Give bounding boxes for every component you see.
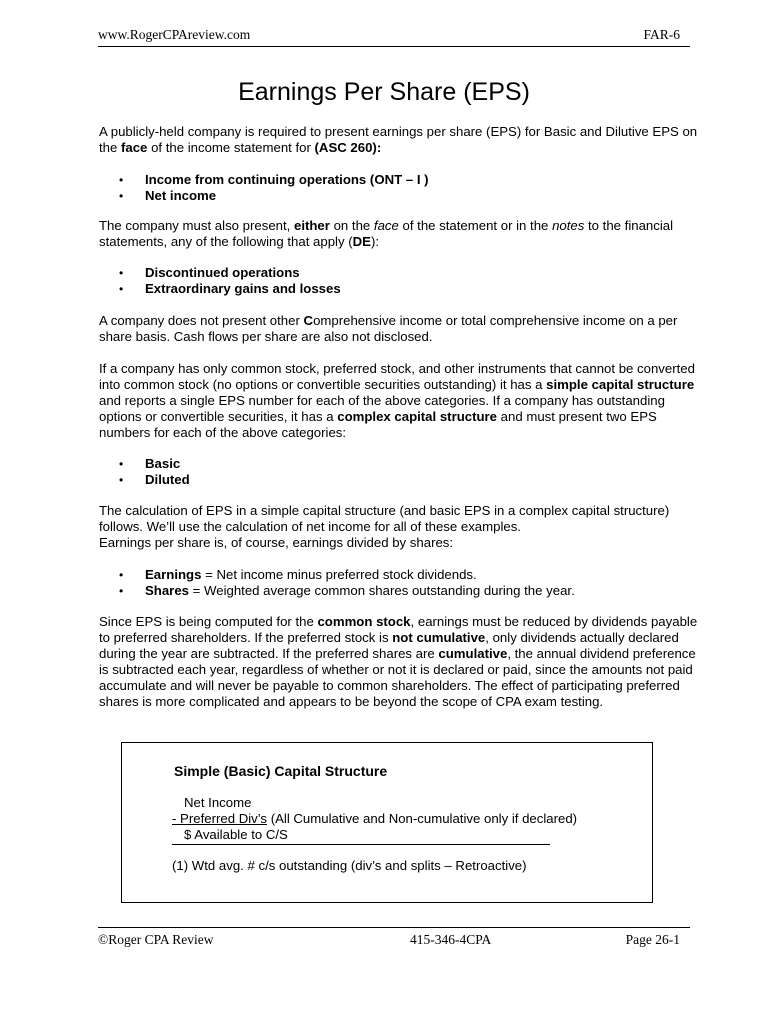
box-divider [172, 844, 550, 845]
box-available-cs: $ Available to C/S [184, 827, 288, 842]
list-item: • Shares = Weighted average common shares outstanding during the year. [99, 583, 575, 599]
box-title: Simple (Basic) Capital Structure [174, 763, 388, 779]
comprehensive-income-paragraph: A company does not present other Comprehensive income or total comprehensive income on a per share basis. Cash flows per share are also not disclosed. [99, 313, 678, 344]
list-item: • Income from continuing operations (ONT – I ) [99, 172, 429, 188]
list-item: • Earnings = Net income minus preferred stock dividends. [99, 567, 575, 583]
list-item: • Discontinued operations [99, 265, 341, 281]
box-preferred-dividends: - Preferred Div’s (All Cumulative and Non-cumulative only if declared) [172, 811, 578, 826]
header-rule [98, 46, 690, 47]
simple-capital-structure-box [121, 742, 653, 903]
list-item: • Extraordinary gains and losses [99, 281, 341, 297]
footer-phone: 415-346-4CPA [410, 932, 492, 947]
optional-items-list [99, 265, 341, 297]
page-header [98, 27, 680, 43]
list-item: • Net income [99, 188, 429, 204]
preferred-dividends-paragraph: Since EPS is being computed for the common stock, earnings must be reduced by dividends payable to preferred shareholders. If the preferred stock is not cumulative, only dividends actually declared during the year are subtracted. If the preferred shares are cumulative, the annual dividend preference is subtracted each year, regardless of whether or not it is declared or paid, since the amounts not paid accumulate and will never be payable to common shareholders. The effect of participating preferred shares is more complicated and appears to be beyond the scope of CPA exam testing. [99, 614, 698, 709]
page-title: Earnings Per Share (EPS) [238, 78, 530, 106]
footer-copyright: ©Roger CPA Review [98, 932, 214, 947]
required-items-list [99, 172, 429, 204]
footer-page-number: Page 26-1 [625, 932, 680, 947]
box-weighted-average: (1) Wtd avg. # c/s outstanding (div’s and splits – Retroactive) [172, 858, 527, 873]
eps-types-list [99, 456, 190, 488]
list-item: • Basic [99, 456, 190, 472]
presentation-paragraph: The company must also present, either on the face of the statement or in the notes to the financial statements, any of the following that apply (DE): [99, 218, 674, 249]
page-footer [98, 932, 680, 948]
footer-rule [98, 927, 690, 928]
header-code: FAR-6 [643, 27, 680, 42]
header-website: www.RogerCPAreview.com [98, 27, 251, 42]
eps-components-list [99, 567, 575, 599]
box-net-income: Net Income [184, 795, 252, 810]
capital-structure-paragraph: If a company has only common stock, preferred stock, and other instruments that cannot be converted into common stock (no options or convertible securities outstanding) it has a simple capital structure and reports a single EPS number for each of the above categories. If a company has outstanding options or convertible securities, it has a complex capital structure and must present two EPS numbers for each of the above categories: [99, 361, 695, 440]
intro-paragraph: A publicly-held company is required to present earnings per share (EPS) for Basic and Dilutive EPS on the face of the income statement for (ASC 260): [99, 124, 698, 155]
calculation-paragraph: The calculation of EPS in a simple capital structure (and basic EPS in a complex capital structure) follows. We’ll use the calculation of net income for all of these examples. Earnings per share is, of course, earnings divided by shares: [99, 503, 670, 550]
list-item: • Diluted [99, 472, 190, 488]
